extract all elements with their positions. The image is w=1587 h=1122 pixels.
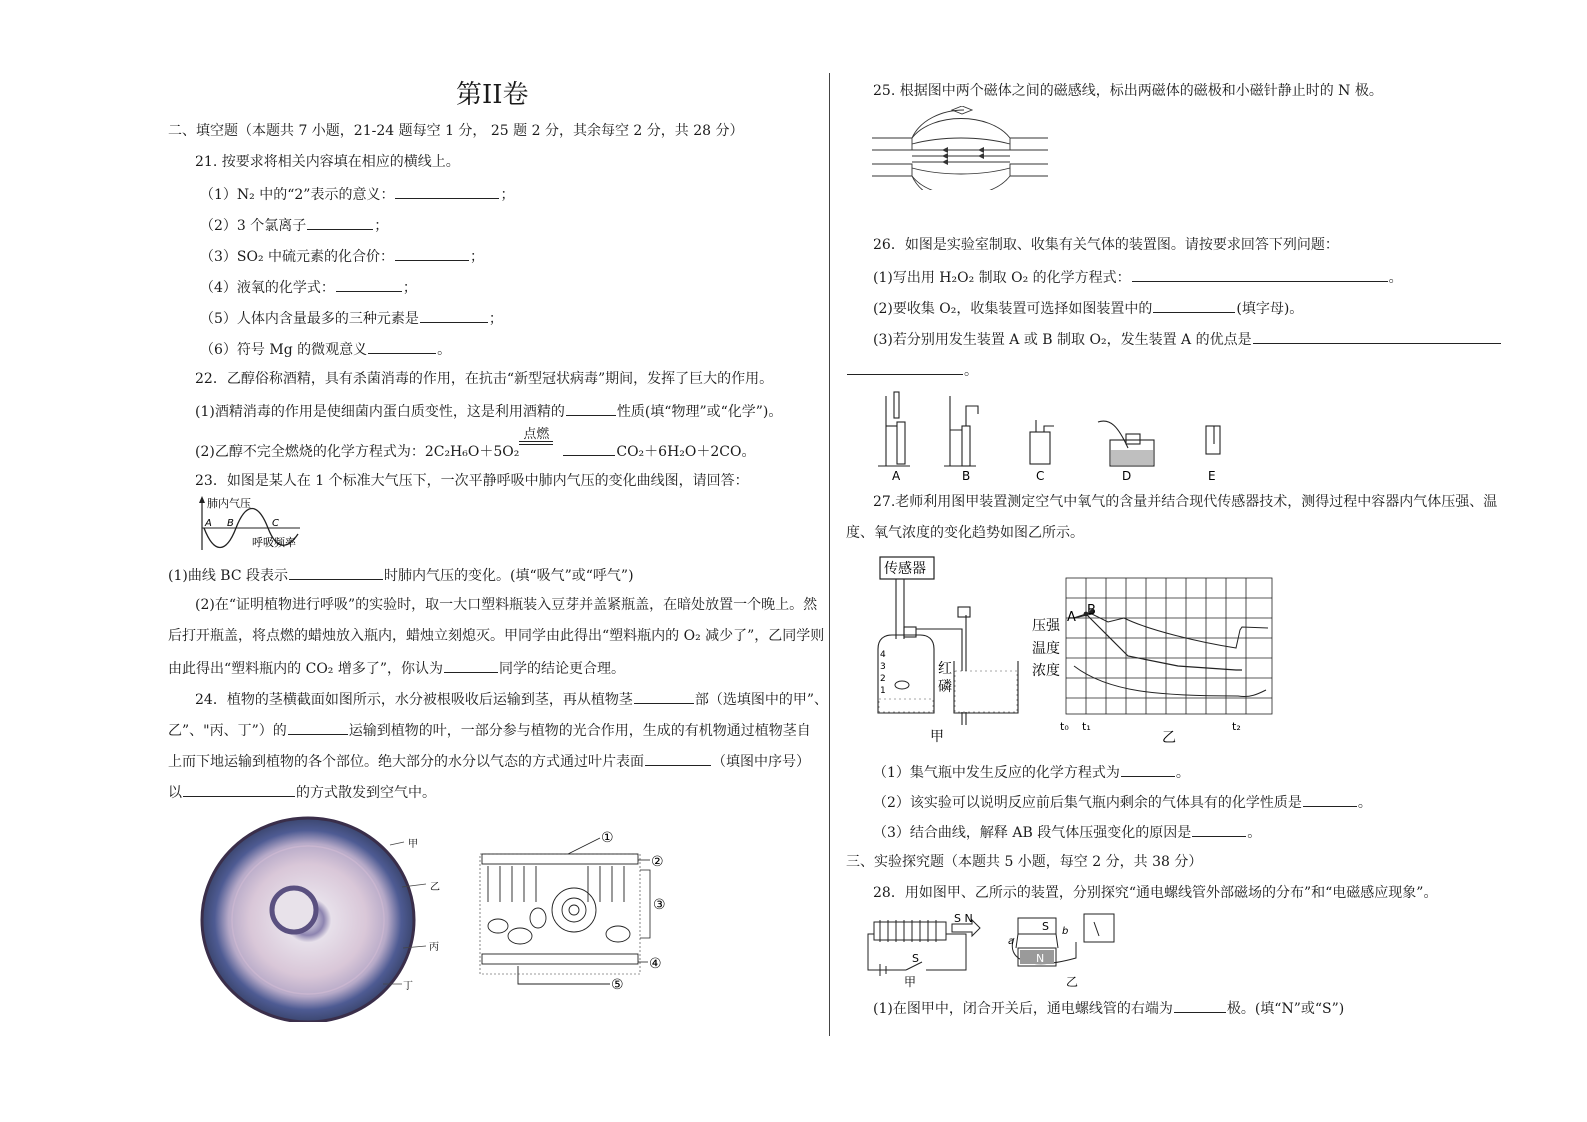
q21-item4-text: （4）液氧的化学式： xyxy=(200,280,335,296)
q28-part1-b: 极。(填“N”或“S”) xyxy=(1226,1001,1345,1017)
period: 。 xyxy=(1357,795,1372,811)
q23-part1-b: 时肺内气压的变化。(填“吸气”或“呼气”) xyxy=(384,568,634,584)
q23-part2-line3 xyxy=(168,658,625,678)
q24-line3-b: （填图中序号） xyxy=(712,754,810,770)
q24-blank2[interactable] xyxy=(288,720,348,735)
q26-part3-cont xyxy=(846,360,978,380)
q27-blank1[interactable] xyxy=(1121,762,1175,777)
q21-blank5[interactable] xyxy=(420,308,488,323)
q28-part1-a: (1)在图甲中，闭合开关后，通电螺线管的右端为 xyxy=(873,1001,1173,1017)
q22-part2-b: CO₂＋6H₂O＋2CO。 xyxy=(616,444,756,460)
q24-blank3[interactable] xyxy=(645,751,711,766)
q23-part2-line1: (2)在“证明植物进行呼吸”的实验时，取一大口塑料瓶装入豆芽并盖紧瓶盖，在暗处放置一个晚上。然 xyxy=(195,597,818,613)
q22-part2 xyxy=(195,427,756,461)
stem-label-yi: 乙 xyxy=(430,882,440,893)
q24-line2-a: 乙”、"丙、丁”）的 xyxy=(168,723,287,739)
q26-part1-text: (1)写出用 H₂O₂ 制取 O₂ 的化学方程式： xyxy=(873,270,1131,286)
q22-part1-a: (1)酒精消毒的作用是使细菌内蛋白质变性，这是利用酒精的 xyxy=(195,404,565,420)
compass-sn-label: S N xyxy=(954,912,973,925)
period: 。 xyxy=(437,342,452,358)
gas-apparatus-diagram xyxy=(866,386,1236,486)
graph-y-arrow xyxy=(199,496,205,503)
section2-header: 二、填空题（本题共 7 小题，21-24 题每空 1 分， 25 题 2 分，其余每空 2 分，共 28 分） xyxy=(168,123,744,139)
leaf-cross-section xyxy=(478,826,688,996)
q27-part2 xyxy=(873,792,1372,812)
q24-line2 xyxy=(168,720,811,740)
q26-part3 xyxy=(873,329,1502,349)
apparatus-label-d: D xyxy=(1122,469,1132,483)
stem-label-jia: 甲 xyxy=(408,839,418,850)
mark-4: 4 xyxy=(880,650,886,660)
point-c-label: C xyxy=(272,518,279,529)
magnet-s-label: S xyxy=(1042,920,1049,933)
q21-stem: 21. 按要求将相关内容填在相应的横线上。 xyxy=(195,154,460,170)
q26-part2-b: (填字母)。 xyxy=(1236,301,1304,317)
q21-item6 xyxy=(200,339,451,359)
q27-part3 xyxy=(873,822,1261,842)
apparatus-label-c: C xyxy=(1036,469,1045,483)
stem-label-bing: 丙 xyxy=(429,942,439,953)
q26-stem: 26．如图是实验室制取、收集有关气体的装置图。请按要求回答下列问题： xyxy=(873,237,1339,253)
q23-blank1[interactable] xyxy=(289,565,383,580)
q21-blank1[interactable] xyxy=(395,184,499,199)
apparatus-label-a: A xyxy=(892,469,901,483)
ylabel-concentration: 浓度 xyxy=(1032,663,1060,679)
period: 。 xyxy=(964,363,978,379)
q27-part1-text: （1）集气瓶中发生反应的化学方程式为 xyxy=(873,765,1120,781)
q27-blank2[interactable] xyxy=(1303,792,1357,807)
q21-item1-text: （1）N₂ 中的“2”表示的意义： xyxy=(200,187,395,203)
q24-line2-b: 运输到植物的叶，一部分参与植物的光合作用，生成的有机物通过植物茎自 xyxy=(348,723,811,739)
q22-blank2[interactable] xyxy=(563,441,615,456)
q24-line1 xyxy=(195,689,828,709)
q22-blank1[interactable] xyxy=(566,401,616,416)
q27-part2-text: （2）该实验可以说明反应前后集气瓶内剩余的气体具有的化学性质是 xyxy=(873,795,1302,811)
q23-part2-line3-a: 由此得出“塑料瓶内的 CO₂ 增多了”，你认为 xyxy=(168,661,444,677)
figure-yi-caption: 乙 xyxy=(1162,730,1176,746)
q26-blank2[interactable] xyxy=(1153,298,1235,313)
q23-part2-line2: 后打开瓶盖，将点燃的蜡烛放入瓶内，蜡烛立刻熄灭。甲同学由此得出“塑料瓶内的 O₂ 减少了”，乙同学则 xyxy=(168,628,825,644)
q21-item2 xyxy=(200,215,388,235)
q21-item6-text: （6）符号 Mg 的微观意义 xyxy=(200,342,368,358)
solenoid-diagram xyxy=(866,908,1126,992)
graph-ylabel: 肺内气压 xyxy=(207,497,251,510)
wire-b-label: b xyxy=(1062,926,1069,937)
oxygen-apparatus xyxy=(870,553,1026,747)
q22-part1-b: 性质(填“物理”或“化学”)。 xyxy=(616,404,783,420)
point-a: A xyxy=(1067,610,1076,625)
period: 。 xyxy=(1247,825,1262,841)
reaction-condition: 点燃 xyxy=(523,427,550,442)
q22-part2-a: (2)乙醇不完全燃烧的化学方程式为：2C₂H₆O＋5O₂ xyxy=(195,444,520,460)
q28-stem: 28．用如图甲、乙所示的装置，分别探究“通电螺线管外部磁场的分布”和“电磁感应现象”。 xyxy=(873,885,1438,901)
q21-blank6[interactable] xyxy=(368,339,436,354)
q24-line4-a: 以 xyxy=(168,785,182,801)
q27-blank3[interactable] xyxy=(1192,822,1246,837)
q21-item1 xyxy=(200,184,514,204)
semicolon: ； xyxy=(470,249,485,265)
red-phosphorus-2: 磷 xyxy=(938,679,952,695)
wire-a-label: a xyxy=(1008,936,1015,947)
q24-line3-a: 上而下地运输到植物的各个部位。绝大部分的水分以气态的方式通过叶片表面 xyxy=(168,754,644,770)
magnet-n-label: N xyxy=(1036,952,1045,965)
tick-t2: t₂ xyxy=(1232,720,1241,733)
q22-part1 xyxy=(195,401,782,421)
semicolon: ； xyxy=(402,280,417,296)
figure-jia-caption: 甲 xyxy=(930,729,944,745)
q21-item2-text: （2）3 个氯离子 xyxy=(200,218,307,234)
q27-part1 xyxy=(873,762,1190,782)
q28-part1 xyxy=(873,998,1344,1018)
q26-part2-a: (2)要收集 O₂，收集装置可选择如图装置中的 xyxy=(873,301,1153,317)
leaf-label-2: ② xyxy=(651,854,664,870)
semicolon: ； xyxy=(374,218,389,234)
mark-1: 1 xyxy=(880,686,886,696)
q24-line4 xyxy=(168,782,436,802)
q26-blank1[interactable] xyxy=(1132,267,1388,282)
q22-stem: 22．乙醇俗称酒精，具有杀菌消毒的作用，在抗击“新型冠状病毒”期间，发挥了巨大的作用。 xyxy=(195,371,774,387)
q26-part1 xyxy=(873,267,1403,287)
leaf-label-1: ① xyxy=(601,830,614,846)
q24-blank1[interactable] xyxy=(634,689,694,704)
q21-blank4[interactable] xyxy=(336,277,402,292)
reaction-arrow xyxy=(519,427,553,456)
graph-xlabel: 呼吸频率 xyxy=(252,536,296,549)
q23-blank2[interactable] xyxy=(444,658,498,673)
q24-line3 xyxy=(168,751,810,771)
q21-item4 xyxy=(200,277,417,297)
water-trough xyxy=(1111,450,1153,465)
leaf-label-4: ④ xyxy=(649,956,662,972)
mark-2: 2 xyxy=(880,674,886,684)
figure-q28-yi: 乙 xyxy=(1066,975,1079,989)
q21-blank2[interactable] xyxy=(307,215,373,230)
q26-blank4[interactable] xyxy=(847,360,963,375)
q24-line1-b: 部（选填图中的甲”、 xyxy=(694,692,828,708)
page-title: 第II卷 xyxy=(456,80,529,110)
q23-part1 xyxy=(168,565,634,585)
q26-part2 xyxy=(873,298,1303,318)
q21-blank3[interactable] xyxy=(395,246,469,261)
q28-blank1[interactable] xyxy=(1174,998,1226,1013)
q23-part1-a: (1)曲线 BC 段表示 xyxy=(168,568,288,584)
q21-item5 xyxy=(200,308,503,328)
lung-pressure-graph xyxy=(196,494,308,556)
mark-3: 3 xyxy=(880,662,886,672)
q23-stem: 23．如图是某人在 1 个标准大气压下，一次平静呼吸中肺内气压的变化曲线图，请回答： xyxy=(195,473,749,489)
ylabel-temperature: 温度 xyxy=(1032,641,1060,657)
period: 。 xyxy=(1388,270,1403,286)
q21-item3-text: （3）SO₂ 中硫元素的化合价： xyxy=(200,249,395,265)
leaf-label-3: ③ xyxy=(653,897,666,913)
q21-item5-text: （5）人体内含量最多的三种元素是 xyxy=(200,311,419,327)
semicolon: ； xyxy=(500,187,515,203)
point-b-label: B xyxy=(227,518,234,529)
ylabel-pressure: 压强 xyxy=(1032,618,1060,634)
apparatus-label-b: B xyxy=(962,469,971,483)
magnetic-field-diagram xyxy=(872,106,1054,190)
leaf-label-5: ⑤ xyxy=(611,977,624,993)
q23-part2-line3-b: 同学的结论更合理。 xyxy=(499,661,626,677)
q24-line1-a: 24．植物的茎横截面如图所示，水分被根吸收后运输到茎，再从植物茎 xyxy=(195,692,633,708)
q27-line2: 度、氧气浓度的变化趋势如图乙所示。 xyxy=(846,525,1084,541)
q24-line4-b: 的方式散发到空气中。 xyxy=(296,785,436,801)
q21-item3 xyxy=(200,246,484,266)
figure-q28-jia: 甲 xyxy=(904,975,917,989)
apparatus-label-e: E xyxy=(1208,469,1216,483)
q27-part3-text: （3）结合曲线，解释 AB 段气体压强变化的原因是 xyxy=(873,825,1192,841)
q26-part3-text: (3)若分别用发生装置 A 或 B 制取 O₂，发生装置 A 的优点是 xyxy=(873,332,1252,348)
semicolon: ； xyxy=(488,311,503,327)
section3-header: 三、实验探究题（本题共 5 小题，每空 2 分，共 38 分） xyxy=(846,854,1203,870)
switch-s-label: S xyxy=(912,952,919,965)
q25-stem: 25. 根据图中两个磁体之间的磁感线，标出两磁体的磁极和小磁针静止时的 N 极。 xyxy=(873,83,1383,99)
period: 。 xyxy=(1175,765,1190,781)
q24-blank4[interactable] xyxy=(183,782,295,797)
point-b: B xyxy=(1087,603,1096,618)
tick-t1: t₁ xyxy=(1082,720,1091,733)
stem-label-ding: 丁 xyxy=(403,981,413,992)
sensor-label: 传感器 xyxy=(884,561,926,577)
column-divider xyxy=(829,73,830,1036)
red-phosphorus-1: 红 xyxy=(938,661,952,677)
point-a-label: A xyxy=(205,518,212,529)
tick-t0: t₀ xyxy=(1060,720,1069,733)
q27-line1: 27.老师利用图甲装置测定空气中氧气的含量并结合现代传感器技术，测得过程中容器内气体压强、温 xyxy=(873,494,1498,510)
q26-blank3[interactable] xyxy=(1253,329,1501,344)
stem-cross-section xyxy=(198,812,448,1022)
pressure-temp-graph xyxy=(1028,570,1278,748)
